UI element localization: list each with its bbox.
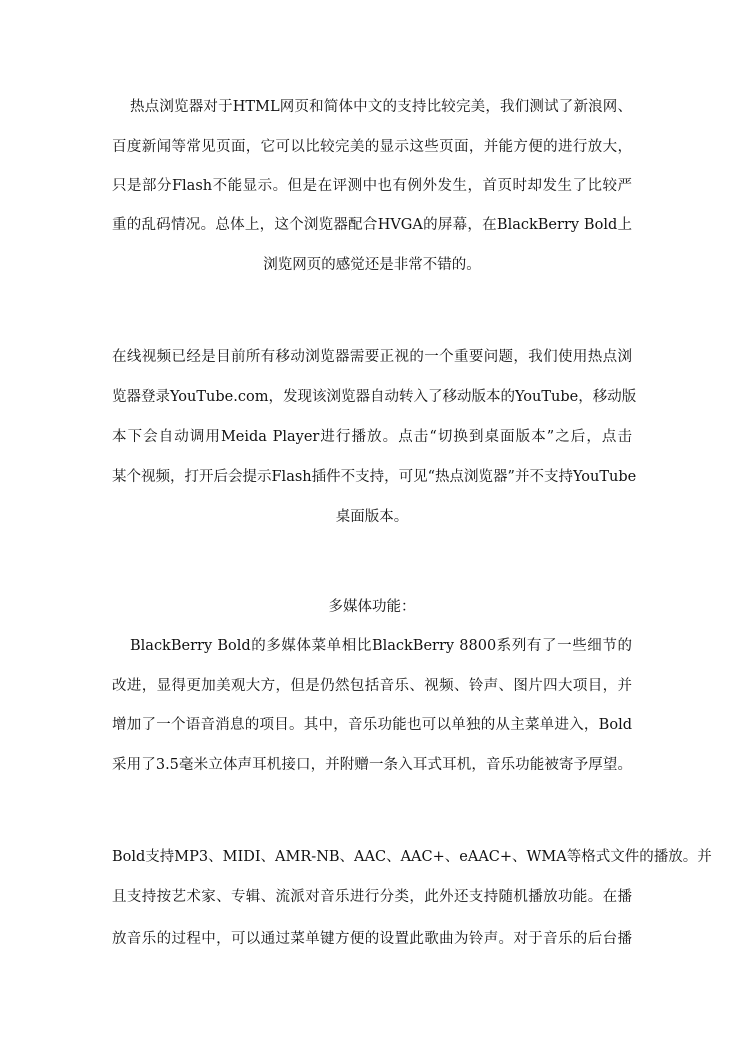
- text-line: 改进，显得更加美观大方，但是仍然包括音乐、视频、铃声、图片四大项目，并: [112, 678, 632, 694]
- text-line: 放音乐的过程中，可以通过菜单键方便的设置此歌曲为铃声。对于音乐的后台播: [112, 931, 632, 947]
- text-line: 增加了一个语音消息的项目。其中，音乐功能也可以单独的从主菜单进入，Bold: [112, 717, 632, 733]
- section-heading: 多媒体功能：: [328, 599, 416, 615]
- text-line: 览器登录YouTube.com，发现该浏览器自动转入了移动版本的YouTube，移动版: [112, 389, 637, 405]
- text-line: 采用了3.5毫米立体声耳机接口，并附赠一条入耳式耳机，音乐功能被寄予厚望。: [112, 757, 632, 773]
- text-line: 在线视频已经是目前所有移动浏览器需要正视的一个重要问题，我们使用热点浏: [112, 349, 632, 365]
- text-line: 浏览网页的感觉还是非常不错的。: [263, 257, 481, 273]
- text-line: BlackBerry Bold的多媒体菜单相比BlackBerry 8800系列有了一些细节的: [130, 638, 632, 654]
- text-line: 且支持按艺术家、专辑、流派对音乐进行分类，此外还支持随机播放功能。在播: [112, 889, 632, 905]
- text-line: 某个视频，打开后会提示Flash插件不支持，可见“热点浏览器”并不支持YouTube: [112, 469, 637, 485]
- text-line: 本下会自动调用Meida Player进行播放。点击“切换到桌面版本”之后，点击: [112, 429, 632, 445]
- text-line: 热点浏览器对于HTML网页和简体中文的支持比较完美，我们测试了新浪网、: [130, 99, 632, 115]
- text-line: Bold支持MP3、MIDI、AMR-NB、AAC、AAC+、eAAC+、WMA等格式文件的播放。并: [112, 849, 712, 865]
- text-line: 重的乱码情况。总体上，这个浏览器配合HVGA的屏幕，在BlackBerry Bold上: [112, 217, 632, 233]
- text-line: 只是部分Flash不能显示。但是在评测中也有例外发生，首页时却发生了比较严: [112, 178, 632, 194]
- text-line: 百度新闻等常见页面，它可以比较完美的显示这些页面，并能方便的进行放大，: [112, 139, 632, 155]
- text-line: 桌面版本。: [335, 509, 409, 525]
